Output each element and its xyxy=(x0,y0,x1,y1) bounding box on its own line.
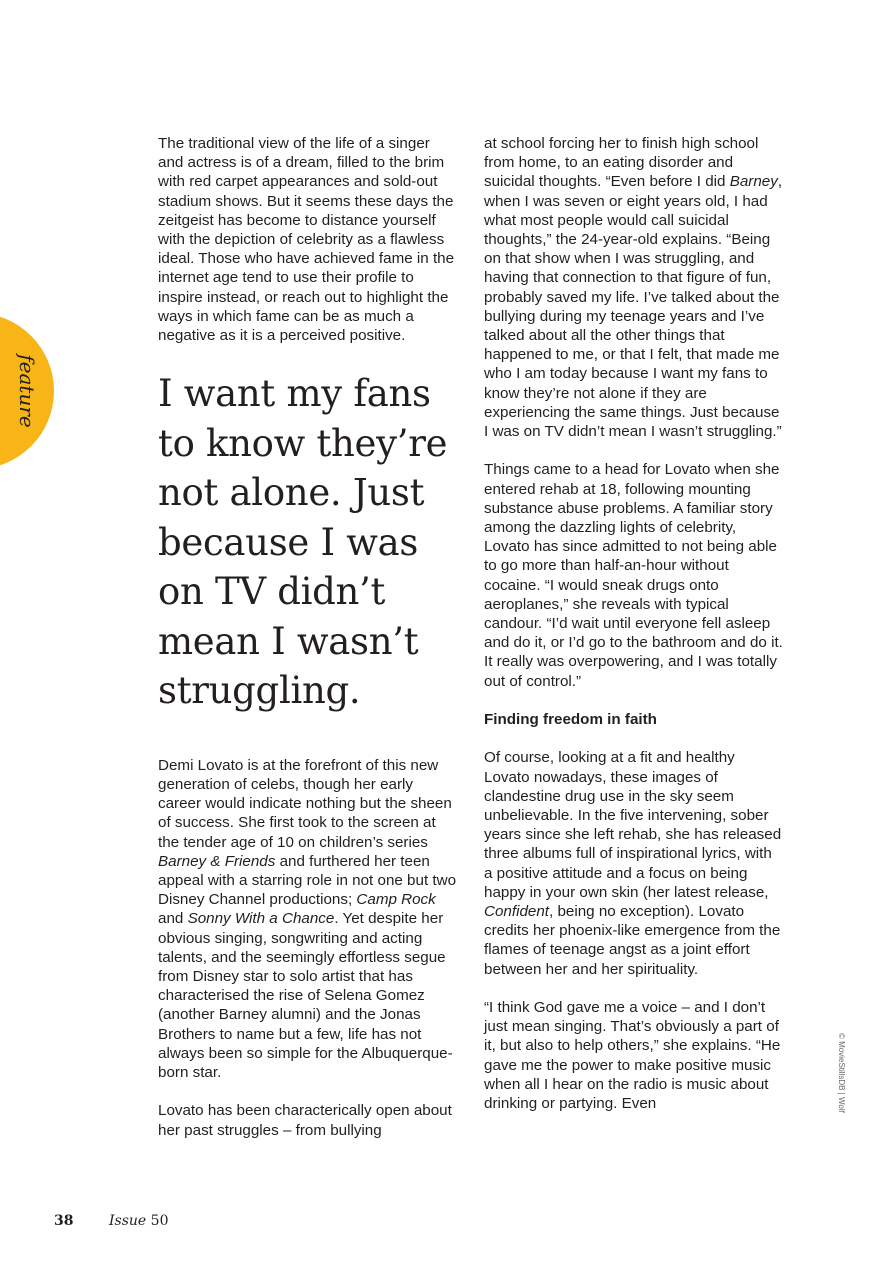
body-paragraph: “I think God gave me a voice – and I don’t just mean singing. That’s obviously a part of it, but also to help others,” she explains. “He gave me the power to make positive music when all I hear on the radio is music about drinking or partying. Even xyxy=(484,999,781,1113)
body-paragraph: at school forcing her to finish high school from home, to an eating disorder and suicidal thoughts. “Even before I did Barney, when I was seven or eight years old, I had what most people would call suicidal thoughts,” the 24-year-old explains. “Being on that show when I was struggling, and having that connection to that figure of fun, probably saved my life. I’ve talked about the bullying during my teenage years and I’ve talked about all the other things that happened to me, or that I felt, that made me who I am today because I want my fans to know they’re not alone if they are experiencing the same things. Just because I was on TV didn’t mean I wasn’t struggling.” xyxy=(484,135,783,441)
pull-quote: I want my fans to know they’re not alone. Just because I was on TV didn’t mean I wasn’t struggling. xyxy=(158,372,448,713)
issue-label: Issue 50 xyxy=(109,1213,169,1229)
show-title: Barney & Friends xyxy=(158,852,276,870)
right-column xyxy=(484,134,784,1113)
body-paragraph: Demi Lovato is at the forefront of this new generation of celebs, though her early career would indicate nothing but the sheen of success. She first took to the screen at the tender age of 10 on children’s series Barney & Friends and furthered her teen appeal with a starring role in not one but two Disney Channel productions; Camp Rock and Sonny With a Chance. Yet despite her obvious singing, songwriting and acting talents, and the seemingly effortless segue from Disney star to solo artist that has characterised the rise of Selena Gomez (another Barney alumni) and the Jonas Brothers to name but a few, life has not always been so simple for the Albuquerque-born star. xyxy=(158,756,457,1081)
album-title: Confident xyxy=(484,903,550,921)
page-number: 38 xyxy=(54,1213,74,1229)
show-title: Sonny With a Chance xyxy=(187,910,335,928)
left-column xyxy=(158,134,458,1140)
body-paragraph: Things came to a head for Lovato when she entered rehab at 18, following mounting substance abuse problems. A familiar story among the dazzling lights of celebrity, Lovato has since admitted to not being able to go more than half-an-hour without cocaine. “I would sneak drugs onto aeroplanes,” she reveals with typical candour. “I’d wait until everyone fell asleep and do it, or I’d go to the bathroom and do it. It really was overpowering, and I was totally out of control.” xyxy=(484,461,783,690)
photo-credit: © MovieStillsDB | Wolf xyxy=(837,1033,846,1113)
show-title: Camp Rock xyxy=(356,891,436,909)
body-paragraph: Lovato has been characterically open about her past struggles – from bullying xyxy=(158,1102,452,1139)
section-subheading: Finding freedom in faith xyxy=(484,711,657,729)
intro-paragraph: The traditional view of the life of a singer and actress is of a dream, filled to the brim with red carpet appearances and sold-out stadium shows. But it seems these days the zeitgeist has become to distance yourself with the depiction of celebrity as a flawless ideal. Those who have achieved fame in the internet age tend to use their profile to inspire instead, or reach out to highlight the ways in which fame can be as much a negative as it is a perceived positive. xyxy=(158,135,455,345)
show-title: Barney xyxy=(729,173,778,191)
body-paragraph: Of course, looking at a fit and healthy Lovato nowadays, these images of clandestine drug use in the sky seem unbelievable. In the five intervening, sober years since she left rehab, she has released three albums full of inspirational lyrics, with a positive attitude and a focus on being happy in your own skin (her latest release, Confident, being no exception). Lovato credits her phoenix-like emergence from the flames of teenage angst as a joint effort between her and her spirituality. xyxy=(484,749,782,978)
section-tab-label: feature xyxy=(15,354,39,428)
